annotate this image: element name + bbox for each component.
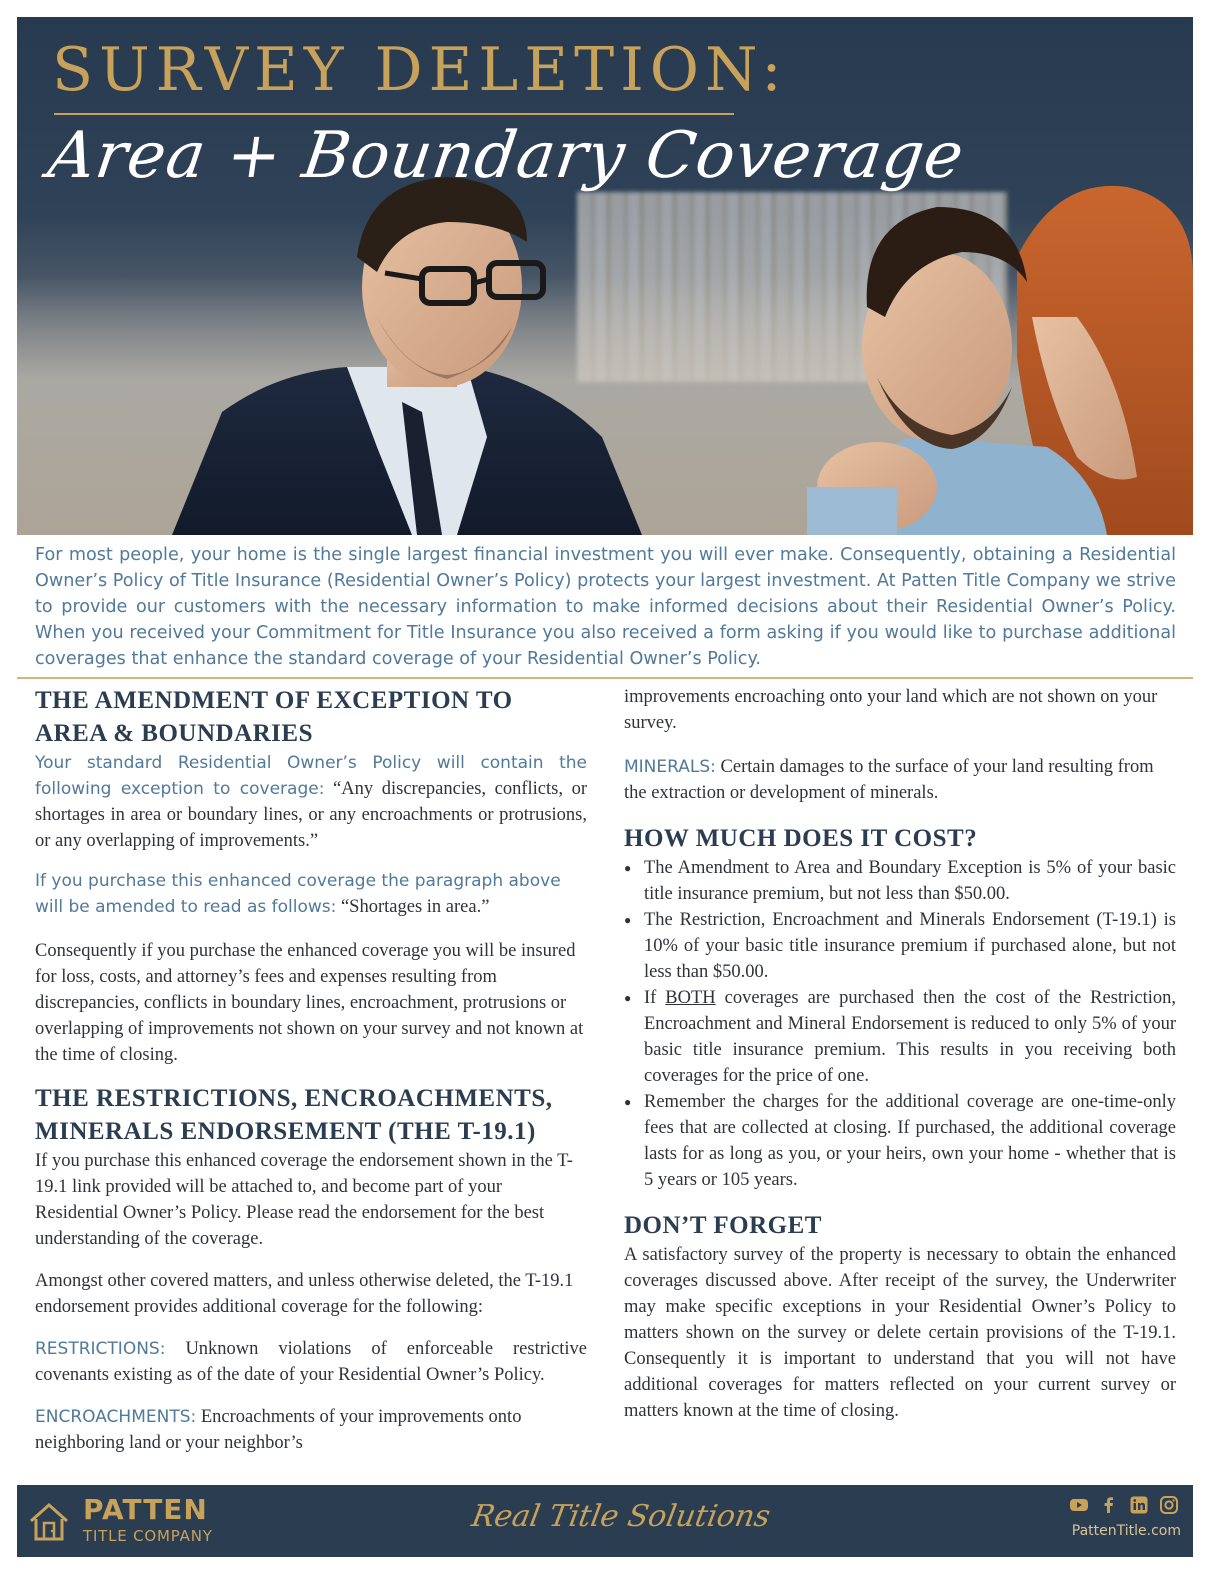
cost-bullet-3-emphasis: BOTH xyxy=(665,988,716,1008)
intro-paragraph: For most people, your home is the single largest financial investment you will ever make. Consequently, obtaining a Residential Owner’s Policy of Title Insurance (Residential Owner’s Policy) protects your largest investment. At Patten Title Company we strive to provide our customers with the necessary information to make informed decisions about their Residential Owner’s Policy. When you received your Commitment for Title Insurance you also received a form asking if you would like to purchase additional coverages that enhance the standard coverage of your Residential Owner’s Policy. xyxy=(35,545,1176,669)
encroachments-continued: improvements encroaching onto your land which are not shown on your survey. xyxy=(624,687,1158,733)
intro-divider xyxy=(17,677,1193,679)
cost-bullet-3-pre: If xyxy=(644,988,666,1008)
cost-bullet-4: ● Remember the charges for the additional coverage are one-time-only fees that are collected at closing. If purchased, the additional coverage lasts for as long as you, or your heirs, own your home - whether that is 5 years or 105 years. xyxy=(624,1089,1176,1193)
minerals-paragraph xyxy=(624,754,1176,806)
minerals-label: MINERALS: xyxy=(624,757,716,777)
footer-bar xyxy=(17,1485,1193,1557)
youtube-icon[interactable] xyxy=(1069,1495,1089,1515)
restrictions-text: Unknown violations of enforceable restrictive covenants existing as of the date of your Residential Owner’s Policy. xyxy=(35,1339,587,1385)
amendment-p2-quote: “Shortages in area.” xyxy=(336,897,490,917)
amendment-p1-lead: Your standard Residential Owner’s Policy will contain the following exception to coverage: xyxy=(35,753,587,799)
dont-forget-paragraph: A satisfactory survey of the property is necessary to obtain the enhanced coverages discussed above. After receipt of the survey, the Underwriter may make specific exceptions in your Residential Owner’s Policy to matters shown on the survey or delete certain provisions of the T-19.1. Consequently it is important to understand that you will not have additional coverages for matters reflected on your current survey or matters known at the time of closing. xyxy=(624,1245,1176,1421)
amendment-heading xyxy=(35,684,587,750)
tagline: Real Title Solutions xyxy=(468,1499,773,1534)
minerals-text: Certain damages to the surface of your land resulting from the extraction or development of minerals. xyxy=(624,757,1154,803)
amendment-heading-line1: THE AMENDMENT OF EXCEPTION TO xyxy=(35,687,513,714)
logo-subtitle: TITLE COMPANY xyxy=(83,1527,213,1545)
cost-bullet-2: ● The Restriction, Encroachment and Minerals Endorsement (T-19.1) is 10% of your basic title insurance premium if purchased alone, but not less than $50.00. xyxy=(624,907,1176,985)
website-link[interactable]: PattenTitle.com xyxy=(1071,1523,1181,1539)
cost-bullet-1: ● The Amendment to Area and Boundary Exception is 5% of your basic title insurance premium, but not less than $50.00. xyxy=(624,855,1176,907)
house-logo-icon xyxy=(27,1499,71,1543)
encroachments-paragraph xyxy=(35,1404,587,1456)
encroachments-label: ENCROACHMENTS: xyxy=(35,1407,197,1427)
left-column xyxy=(35,684,587,1456)
title-divider xyxy=(54,113,734,115)
facebook-icon[interactable] xyxy=(1099,1495,1119,1515)
amendment-heading-line2: AREA & BOUNDARIES xyxy=(35,720,313,747)
t19-heading xyxy=(35,1082,587,1148)
restrictions-label: RESTRICTIONS: xyxy=(35,1339,166,1359)
cost-heading: HOW MUCH DOES IT COST? xyxy=(624,825,978,852)
dont-forget-heading: DON’T FORGET xyxy=(624,1212,822,1239)
cost-list xyxy=(624,855,1176,1193)
instagram-icon[interactable] xyxy=(1159,1495,1179,1515)
amendment-p2-lead: If you purchase this enhanced coverage the paragraph above will be amended to read as follows: xyxy=(35,871,561,917)
amendment-p1-quote: “Any discrepancies, conflicts, or shortages in area or boundary lines, or any encroachments or protrusions, or any overlapping of improvements.” xyxy=(35,779,587,851)
t19-paragraph-2: Amongst other covered matters, and unless otherwise deleted, the T-19.1 endorsement provides additional coverage for the following: xyxy=(35,1271,574,1317)
encroachments-text: Encroachments of your improvements onto neighboring land or your neighbor’s xyxy=(35,1407,522,1453)
page-subtitle: Area + Boundary Coverage xyxy=(43,119,969,193)
amendment-paragraph-3: Consequently if you purchase the enhanced coverage you will be insured for loss, costs, and attorney’s fees and expenses resulting from discrepancies, conflicts in boundary lines, encroachment, protrusions or overlapping of improvements not shown on your survey and not known at the time of closing. xyxy=(35,941,584,1065)
page-title: SURVEY DELETION: xyxy=(52,35,788,105)
right-column xyxy=(624,684,1176,1424)
t19-heading-line1: THE RESTRICTIONS, ENCROACHMENTS, xyxy=(35,1085,553,1112)
social-links xyxy=(1069,1495,1179,1515)
cost-bullet-3-post: coverages are purchased then the cost of the Restriction, Encroachment and Mineral Endorsement is reduced to only 5% of your basic title insurance premium. This results in you receiving both coverages for the price of one. xyxy=(644,988,1176,1086)
linkedin-icon[interactable] xyxy=(1129,1495,1149,1515)
cost-bullet-3 xyxy=(624,985,1176,1089)
t19-paragraph-1: If you purchase this enhanced coverage the endorsement shown in the T-19.1 link provided will be attached to, and become part of your Residential Owner’s Policy. Please read the endorsement for the best understanding of the coverage. xyxy=(35,1151,573,1249)
logo-name: PATTEN xyxy=(83,1493,208,1526)
t19-heading-line2: MINERALS ENDORSEMENT (THE T-19.1) xyxy=(35,1118,536,1145)
hero-banner xyxy=(17,17,1193,535)
amendment-paragraph-1 xyxy=(35,750,587,854)
amendment-paragraph-2 xyxy=(35,868,587,920)
restrictions-paragraph xyxy=(35,1336,587,1388)
